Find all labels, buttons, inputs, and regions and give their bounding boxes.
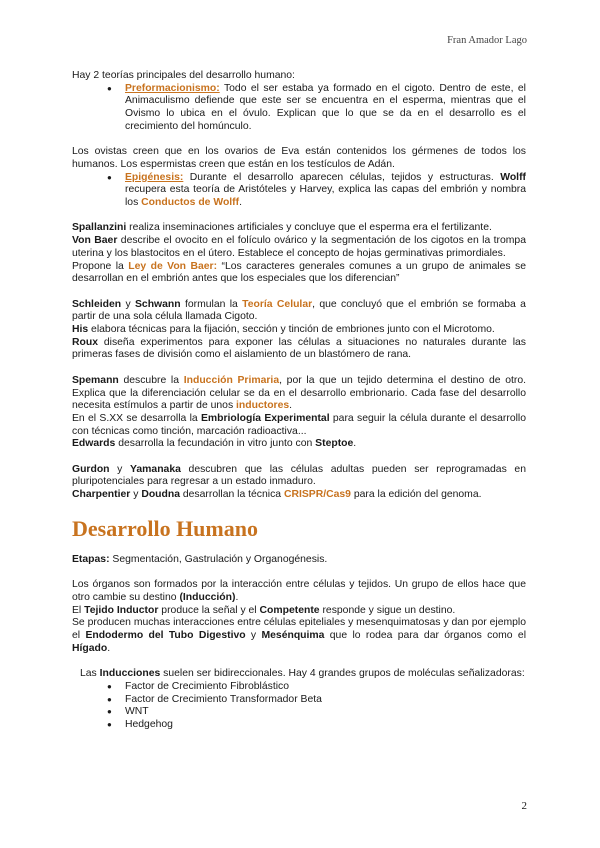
term-induccion-primaria: Inducción Primaria bbox=[183, 374, 280, 386]
list-item: ● Factor de Crecimiento Fibroblástico bbox=[125, 681, 526, 694]
term-teoria-celular: Teoría Celular bbox=[242, 298, 313, 310]
term-inductores: inductores bbox=[236, 400, 290, 412]
organos-paragraph: Los órganos son formados por la interacción entre células y tejidos. Un grupo de ellos hace que otro cambie su destino (Inducción). bbox=[72, 579, 526, 603]
term-preformacionismo: Preformacionismo: bbox=[125, 82, 220, 94]
document-body bbox=[72, 70, 526, 732]
term-crispr: CRISPR/Cas9 bbox=[283, 489, 351, 501]
list-item: ● Factor de Crecimiento Transformador Beta bbox=[125, 694, 526, 707]
etapas-paragraph: Etapas: Segmentación, Gastrulación y Organogénesis. bbox=[72, 553, 328, 565]
molecules-list bbox=[72, 681, 526, 732]
page-number: 2 bbox=[521, 800, 527, 812]
section-title: Desarrollo Humano bbox=[72, 515, 258, 541]
schleiden-paragraph: Schleiden y Schwann formulan la Teoría Celular, que concluyó que el embrión se formaba a partir de una sola célula llamada Cigoto. bbox=[72, 298, 526, 323]
bullet-epigenesis: ● Epigénesis: Durante el desarrollo aparecen células, tejidos y estructuras. Wolff recupera esta teoría de Aristóteles y Harvey, explica las capas del embrión y nombra los Conductos de Wolff. bbox=[125, 172, 526, 210]
intro-text: Hay 2 teorías principales del desarrollo humano: bbox=[72, 70, 295, 81]
his-paragraph: His elabora técnicas para la fijación, sección y tinción de embriones junto con el Microtomo. bbox=[72, 324, 495, 336]
inducciones-paragraph: Las Inducciones suelen ser bidireccionales. Hay 4 grandes grupos de moléculas señalizadoras: bbox=[80, 668, 525, 680]
list-item: ● Hedgehog bbox=[125, 719, 526, 732]
list-item: ● WNT bbox=[125, 706, 526, 719]
term-conductos-wolff: Conductos de Wolff bbox=[141, 197, 240, 209]
epigenesis-list bbox=[72, 172, 526, 210]
edwards-paragraph: Edwards desarrolla la fecundación in vitro junto con Steptoe. bbox=[72, 438, 357, 450]
vonbaer-paragraph: Von Baer describe el ovocito en el folículo ovárico y la segmentación de los cigotos en la trompa uterina y los blastocitos en el útero. Establece el concepto de hojas germinativas primordiales. bbox=[72, 235, 526, 259]
term-ley-von-baer: Ley de Von Baer: bbox=[128, 260, 218, 272]
interacciones-paragraph: Se producen muchas interacciones entre células epiteliales y mesenquimatosas y dan por ejemplo el Endodermo del Tubo Digestivo y Mesénquima que lo rodea para dar órganos como el Hígado. bbox=[72, 617, 526, 654]
roux-paragraph: Roux diseña experimentos para exponer las células a situaciones no naturales durante las primeras fases de división como el aislamiento de un blastómero de rana. bbox=[72, 336, 526, 361]
ley-vonbaer-paragraph: Propone la Ley de Von Baer: “Los caracteres generales comunes a un grupo de animales se desarrollan en el embrión antes que los especiales que los diferencian” bbox=[72, 260, 527, 285]
tejido-paragraph: El Tejido Inductor produce la señal y el Competente responde y sigue un destino. bbox=[72, 604, 456, 616]
bullet-preformacionismo: ● Preformacionismo: Todo el ser estaba ya formado en el cigoto. Dentro de este, el Animaculismo defiende que este ser se encuentra en el esperma, mientras que el Ovismo lo ubica en el óvulo. Explican que lo que se da en el desarrollo es el crecimiento del homúnculo. bbox=[125, 83, 526, 134]
term-epigenesis: Epigénesis: bbox=[125, 171, 184, 183]
sxx-paragraph: En el S.XX se desarrolla la Embriología Experimental para seguir la célula durante el desarrollo con técnicas como tinción, marcación radioactiva... bbox=[72, 412, 527, 437]
page-header-author: Fran Amador Lago bbox=[447, 35, 527, 46]
gurdon-paragraph: Gurdon y Yamanaka descubren que las células adultas pueden ser reprogramadas en pluripotenciales para regresar a un estado inmaduro. bbox=[72, 463, 526, 488]
spallanzini-paragraph: Spallanzini realiza inseminaciones artificiales y concluye que el esperma era el fertilizante. bbox=[72, 222, 492, 234]
theories-list bbox=[72, 83, 526, 134]
ovistas-paragraph: Los ovistas creen que en los ovarios de Eva están contenidos los gérmenes de todos los humanos. Los espermistas creen que están en los testículos de Adán. bbox=[72, 146, 526, 170]
spemann-paragraph: Spemann descubre la Inducción Primaria, por la que un tejido determina el destino de otro. Explica que la diferenciación celular se da en el desarrollo embrionario. Cada fase del desarrollo necesita estímulos a partir de unos inductores. bbox=[72, 374, 526, 412]
charpentier-paragraph: Charpentier y Doudna desarrollan la técnica CRISPR/Cas9 para la edición del genoma. bbox=[72, 489, 482, 501]
